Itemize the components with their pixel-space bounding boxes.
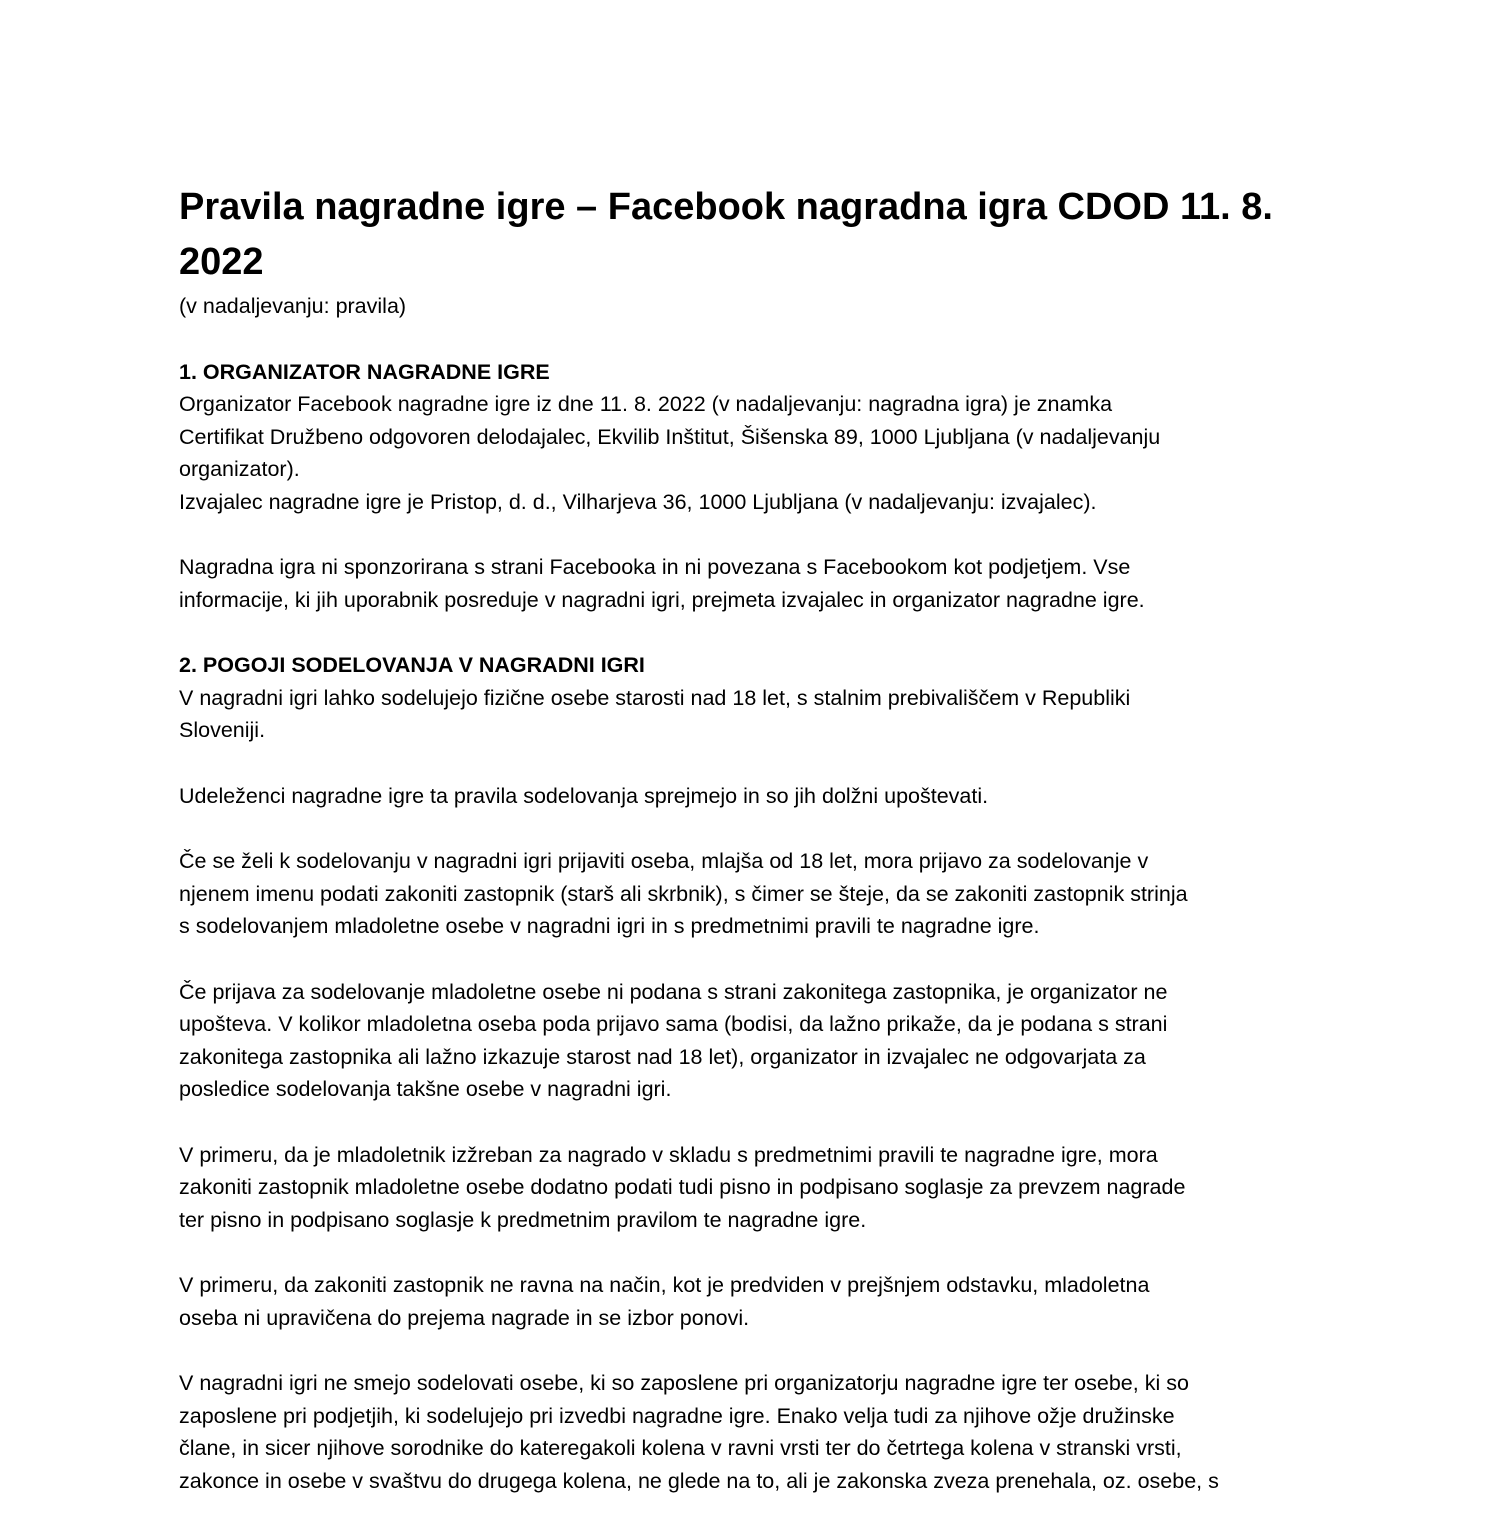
document-subtitle: (v nadaljevanju: pravila) [179, 294, 407, 318]
document-page [179, 180, 1329, 1530]
section-2-paragraph: Če se želi k sodelovanju v nagradni igri prijaviti oseba, mlajša od 18 let, mora prijavo za sodelovanje v njenem imenu podati zakoniti zastopnik (starš ali skrbnik), s čimer se šteje, da se zakoniti zastopnik strinja s sodelovanjem mladoletne osebe v nagradni igri in s predmetnimi pravili te nagradne igre. [179, 849, 1188, 938]
section-2-paragraph: Udeleženci nagradne igre ta pravila sodelovanja sprejmejo in so jih dolžni upoštevati. [179, 783, 989, 808]
section-2-heading: 2. POGOJI SODELOVANJA V NAGRADNI IGRI [179, 653, 645, 677]
section-2-paragraph: V primeru, da je mladoletnik izžreban za nagrado v skladu s predmetnimi pravili te nagradne igre, mora zakoniti zastopnik mladoletne osebe dodatno podati tudi pisno in podpisano soglasje za prevzem nagrade ter pisno in podpisano soglasje k predmetnim pravilom te nagradne igre. [179, 1142, 1186, 1232]
section-1-paragraph: Nagradna igra ni sponzorirana s strani Facebooka in ni povezana s Facebookom kot podjetjem. Vse informacije, ki jih uporabnik posreduje v nagradni igri, prejmeta izvajalec in organizator nagradne igre. [179, 555, 1145, 612]
document-title: Pravila nagradne igre – Facebook nagradna igra CDOD 11. 8. 2022 [179, 186, 1273, 283]
section-2-paragraph: V nagradni igri ne smejo sodelovati osebe, ki so zaposlene pri organizatorju nagradne igre ter osebe, ki so zaposlene pri podjetjih, ki sodelujejo pri izvedbi nagradne igre. Enako velja tudi za njihove ožje družinske člane, in sicer njihove sorodnike do kateregakoli kolena v ravni vrsti ter do četrtega kolena v stranski vrsti, zakonce in osebe v svaštvu do drugega kolena, ne glede na to, ali je zakonska zveza prenehala, oz. osebe, s [179, 1371, 1219, 1493]
section-2-paragraph: Če prijava za sodelovanje mladoletne osebe ni podana s strani zakonitega zastopnika, je organizator ne upošteva. V kolikor mladoletna oseba poda prijavo sama (bodisi, da lažno prikaže, da je podana s strani zakonitega zastopnika ali lažno izkazuje starost nad 18 let), organizator in izvajalec ne odgovarjata za posledice sodelovanja takšne osebe v nagradni igri. [179, 979, 1168, 1101]
section-1-paragraph: Izvajalec nagradne igre je Pristop, d. d., Vilharjeva 36, 1000 Ljubljana (v nadaljevanju: izvajalec). [179, 489, 1097, 514]
section-2-paragraph: V nagradni igri lahko sodelujejo fizične osebe starosti nad 18 let, s stalnim prebivališčem v Republiki Sloveniji. [179, 685, 1131, 742]
section-1-heading: 1. ORGANIZATOR NAGRADNE IGRE [179, 359, 550, 384]
section-2-paragraph: V primeru, da zakoniti zastopnik ne ravna na način, kot je predviden v prejšnjem odstavku, mladoletna oseba ni upravičena do prejema nagrade in se izbor ponovi. [179, 1273, 1150, 1330]
section-1-paragraph: Organizator Facebook nagradne igre iz dne 11. 8. 2022 (v nadaljevanju: nagradna igra) je znamka Certifikat Družbeno odgovoren delodajalec, Ekvilib Inštitut, Šišenska 89, 1000 Ljubljana (v nadaljevanju organizator). [179, 392, 1161, 481]
